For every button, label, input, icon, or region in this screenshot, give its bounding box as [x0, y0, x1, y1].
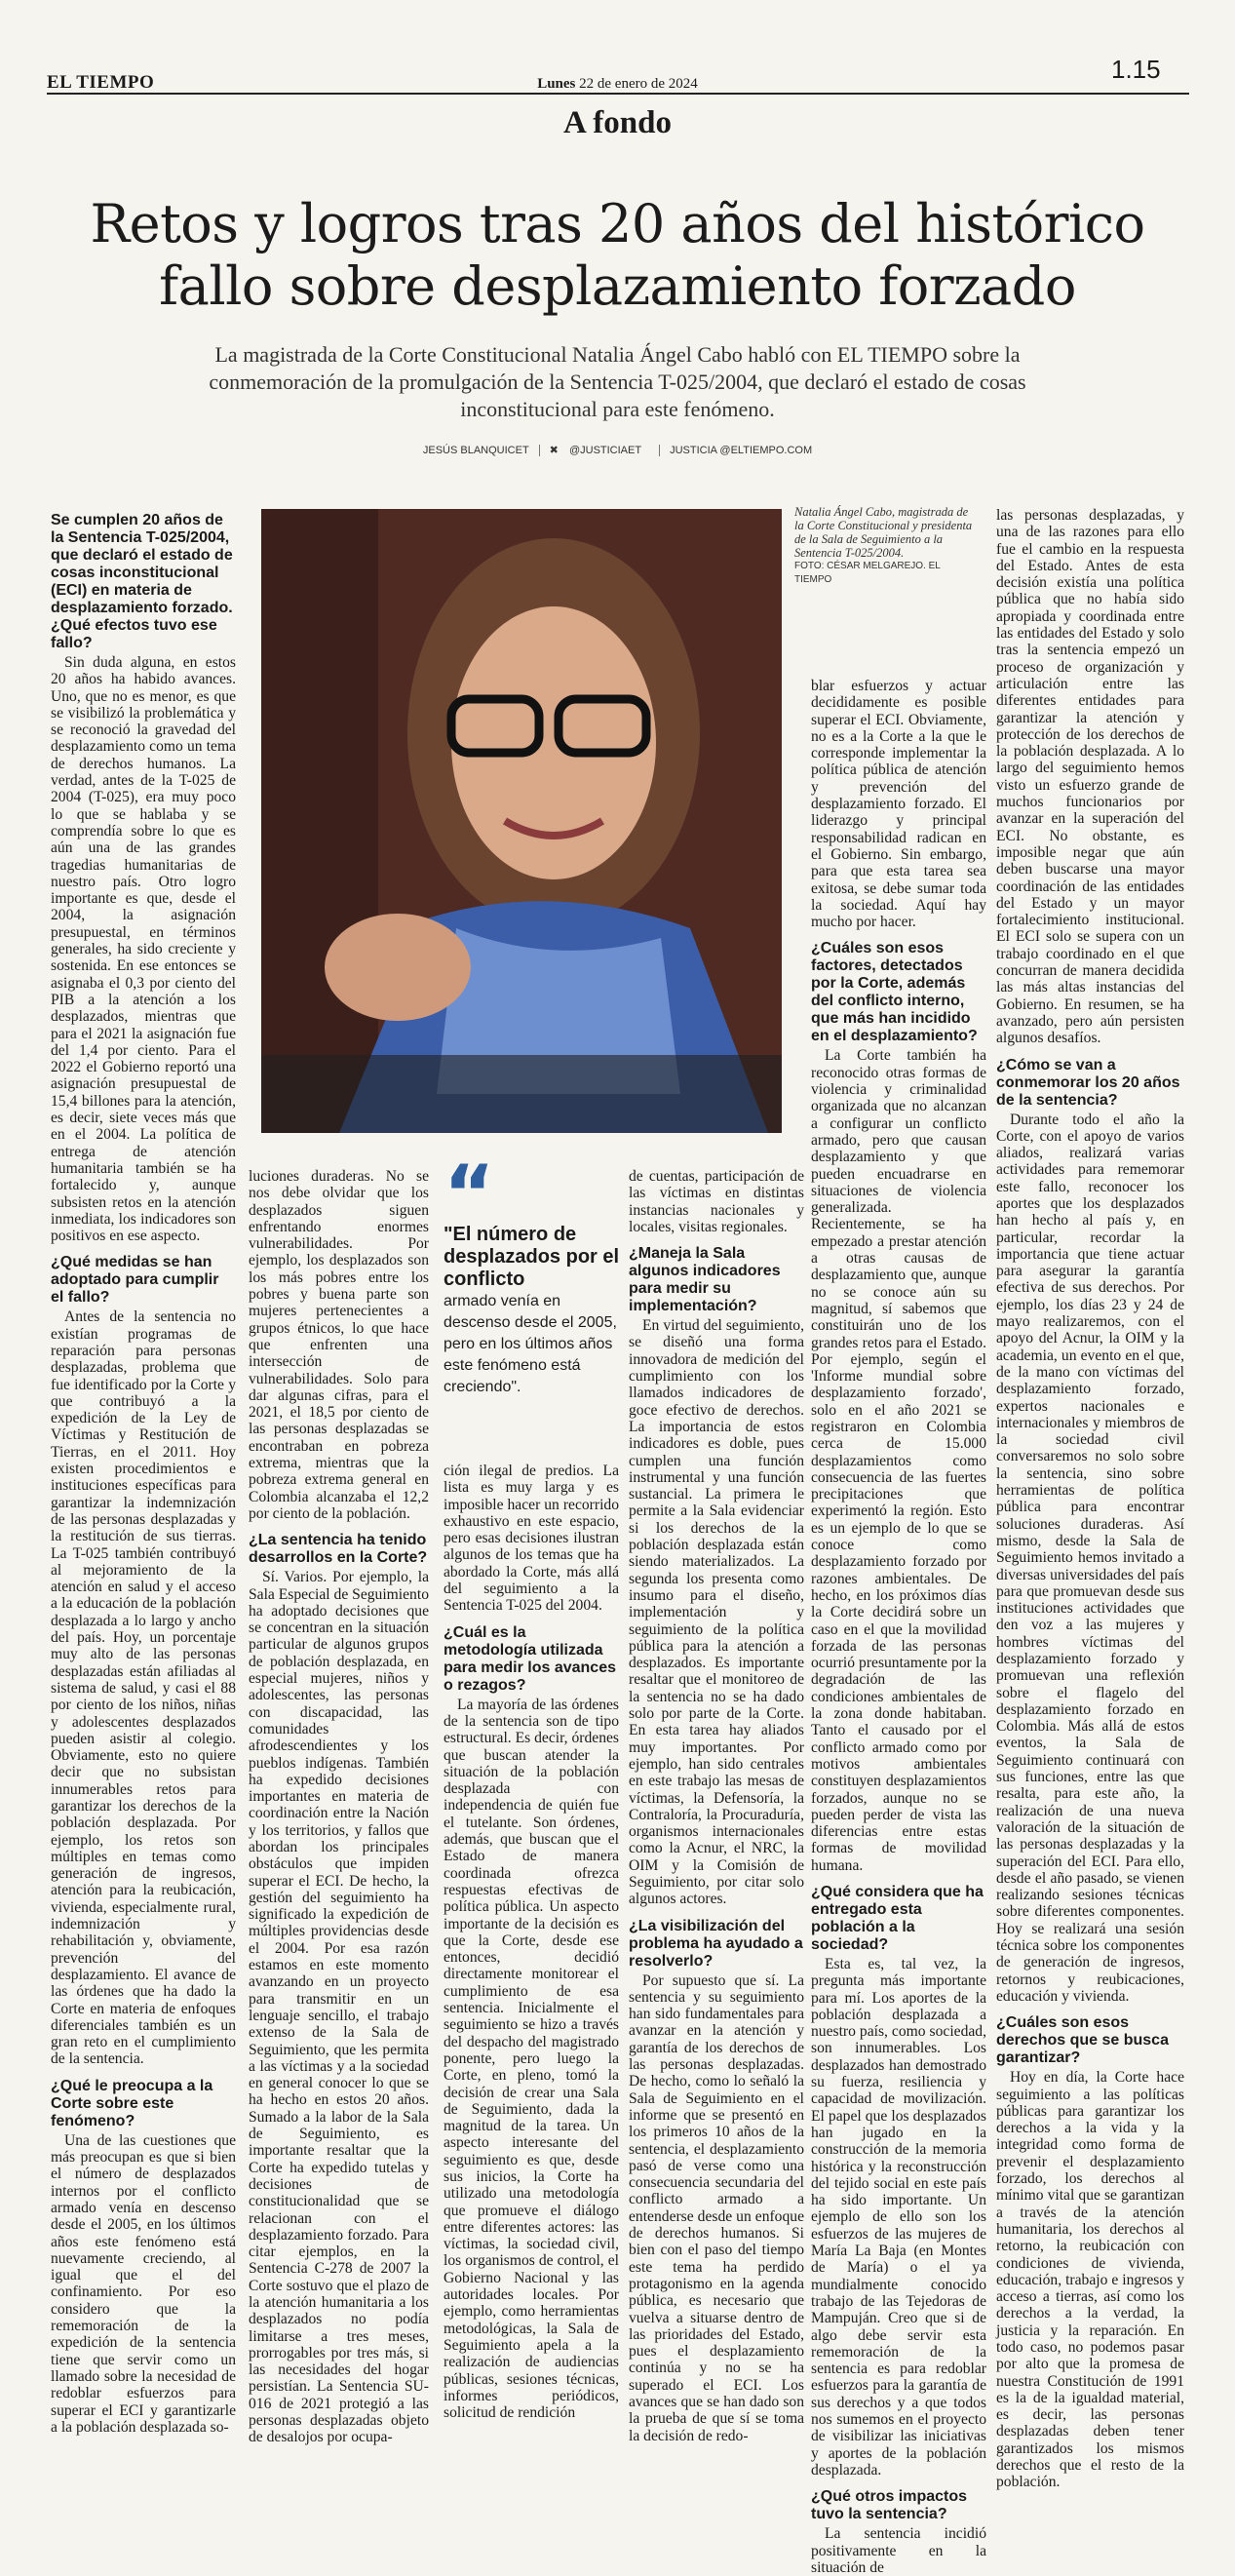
answer-paragraph: luciones duraderas. No se nos debe olvidar que los desplazados siguen enfrentando enormes vulnerabilidades. Por ejemplo, los desplazados son los más pobres entre los pobres y buena parte son mujeres pertenecientes a grupos étnicos, lo que hace que enfrenten una intersección de vulnerabilidades. Solo para dar algunas cifras, para el 2021, el 18,5 por ciento de las personas desplazadas se encontraban en pobreza extrema, mientras que la pobreza extrema general en Colombia alcanzaba el 12,2 por ciento de la población. [249, 1168, 429, 1522]
byline-email: JUSTICIA @ELTIEMPO.COM [670, 445, 813, 456]
question-heading: ¿Maneja la Sala algunos indicadores para medir su implementación? [629, 1245, 781, 1315]
top-rule [47, 93, 1189, 95]
question-heading: ¿Cuáles son esos factores, detectados por la Corte, además del conflicto interno, que más han incidido en el desplazamiento? [811, 940, 978, 1045]
answer-paragraph: las personas desplazadas, y una de las razones para ello fue el cambio en la respuesta del Estado. Antes de esta decisión existía una política pública que no había sido apropiada y coordinada entre las entidades del Estado y solo tras la sentencia empezó un proceso de organización y articulación entre las diferentes entidades para garantizar la atención y protección de los derechos de la población desplazada. A lo largo del seguimiento hemos visto un esfuerzo grande de muchos funcionarios por avanzar en la superación del ECI. No obstante, es imposible negar que aún deben buscarse una mayor coordinación de las entidades del Estado y un mayor fortalecimiento institucional. El ECI solo se supera con un trabajo coordinado en el que concurran de manera decidida las más altas instancias del Gobierno. En resumen, se ha avanzado, pero aún persisten algunos desafíos. [996, 507, 1184, 1047]
question-heading: ¿Cuáles son esos derechos que se busca garantizar? [996, 2014, 1169, 2067]
photo-caption [794, 505, 980, 587]
byline-handle-text: @JUSTICIAET [568, 445, 642, 456]
byline-author: JESÚS BLANQUICET [422, 445, 529, 456]
answer-paragraph: Hoy en día, la Corte hace seguimiento a las políticas públicas para garantizar los derechos a la vida y la integridad como forma de prevenir el desplazamiento forzado, los derechos al mínimo vital que se garantizan a través de la atención humanitaria, los derechos al retorno, la reubicación con condiciones de vivienda, educación, trabajo e ingresos y acceso a tierras, así como los derechos a la verdad, la justicia y la reparación. En todo caso, no podemos pasar por alto que la promesa de nuestra Constitución de 1991 es la de la igualdad material, es decir, las personas desplazadas deben tener garantizados los mismos derechos que el resto de la población. [996, 2069, 1184, 2491]
answer-paragraph: Esta es, tal vez, la pregunta más importante para mí. Los aportes de la población desplazada a nuestro país, como sociedad, son innumerables. Los desplazados han demostrado su fuerza, resiliencia y capacidad de movilización. El papel que los desplazados han jugado en la construcción de la memoria histórica y la reconstrucción del tejido social en este país ha sido importante. Un ejemplo de ello son los esfuerzos de las mujeres de María La Baja (en Montes de María) o el ya mundialmente conocido trabajo de las Tejedoras de Mampuján. Creo que si de algo debe servir esta rememoración de la sentencia es para redoblar esfuerzos para la garantía de sus derechos y a que todos nos sumemos en el proyecto de visibilizar las iniciativas y aportes de la población desplazada. [811, 1956, 986, 2478]
column-1 [51, 512, 236, 2436]
answer-paragraph: Sí. Varios. Por ejemplo, la Sala Especial de Seguimiento ha adoptado decisiones que se concentran en la situación particular de algunos grupos de población desplazada, en especial mujeres, niños y adolescentes, las personas con discapacidad, las comunidades afrodescendientes y los pueblos indígenas. También ha expedido decisiones importantes en materia de coordinación entre la Nación y los territorios, y fallos que abordan los principales obstáculos que impiden superar el ECI. De hecho, la gestión del seguimiento ha significado la expedición de múltiples providencias desde el 2004. Por esa razón estamos en este momento avanzando en un proyecto para transmitir en un lenguaje sencillo, el trabajo extenso de la Sala de Seguimiento, que les permita a las víctimas y a la sociedad en general conocer lo que se ha hecho en estos 20 años. Sumado a la labor de la Sala de Seguimiento, es importante resaltar que la Corte ha expedido tutelas y decisiones de constitucionalidad que se relacionan con el desplazamiento forzado. Para citar ejemplos, en la Sentencia C-278 de 2007 la Corte sostuvo que el plazo de la atención humanitaria a los desplazados no podía limitarse a tres meses, prorrogables por tres más, si las necesidades del hogar persistían. La Sentencia SU-016 de 2021 protegió a las personas desplazadas objeto de desalojos por ocupa- [249, 1569, 429, 2446]
quote-text: armado venía en descenso desde el 2005, pero en los últimos años este fenómeno está creciendo". [444, 1293, 617, 1395]
byline-separator [539, 445, 540, 456]
answer-paragraph: ción ilegal de predios. La lista es muy larga y es imposible hacer un recorrido exhaustivo en este espacio, pero esas decisiones ilustran algunos de los temas que ha abordado la Corte, más allá del seguimiento a la Sentencia T-025 del 2004. [444, 1463, 619, 1615]
byline [0, 444, 1235, 456]
byline-separator [659, 445, 660, 456]
answer-paragraph: En virtud del seguimiento, se diseñó una forma innovadora de medición del cumplimiento con los llamados indicadores de goce efectivo de derechos. La importancia de estos indicadores es doble, pues cumplen una función instrumental y una función sustancial. La primera le permite a la Sala evidenciar si los derechos de la población desplazada están siendo materializados. La segunda los presenta como insumo para el diseño, implementación y seguimiento de la política pública para la atención a desplazados. Es importante resaltar que el monitoreo de la sentencia no se ha dado solo por parte de la Corte. En esta tarea hay aliados muy importantes. Por ejemplo, han sido centrales en este trabajo las mesas de víctimas, la Defensoría, la Contraloría, la Procuraduría, organismos internacionales como la Acnur, el NRC, la OIM y la Comisión de Seguimiento, por citar solo algunos actores. [629, 1317, 804, 1908]
portrait-photo [261, 509, 782, 1133]
date-day: Lunes [537, 76, 576, 92]
caption-text: Natalia Ángel Cabo, magistrada de la Corte Constitucional y presidenta de la Sala de Seguimiento a la Sentencia T-025/2004. [794, 505, 973, 560]
portrait-photo-icon [261, 509, 782, 1133]
answer-paragraph: blar esfuerzos y actuar decididamente es posible superar el ECI. Obviamente, no es a la Corte a la que le corresponde implementar la política pública de atención y prevención del desplazamiento forzado. El liderazgo y principal responsabilidad radican en el Gobierno. Sin embargo, para que esta tarea sea exitosa, se debe sumar toda la sociedad. Aquí hay mucho por hacer. [811, 678, 986, 931]
deck: La magistrada de la Corte Constitucional Natalia Ángel Cabo habló con EL TIEMPO sobre la conmemoración de la promulgación de la Sentencia T-025/2004, que declaró el estado de cosas inconstitucional para este fenómeno. [209, 342, 1026, 421]
quote-bold-text: "El número de desplazados por el conflicto [444, 1224, 620, 1290]
answer-paragraph: Una de las cuestiones que más preocupan es que si bien el número de desplazados internos por el conflicto armado venía en descenso desde el 2005, en los últimos años este fenómeno está nuevamente creciendo, al igual que el del confinamiento. Por eso considero que la rememoración de la expedición de la sentencia tiene que servir como un llamado sobre la necesidad de redoblar esfuerzos para superar el ECI y garantizarle a la población desplazada so- [51, 2131, 236, 2436]
headline-line-1: Retos y logros tras 20 años del histórico [90, 193, 1145, 254]
answer-paragraph: Sin duda alguna, en estos 20 años ha habido avances. Uno, que no es menor, es que se visibilizó la problemática y se reconoció la gravedad del desplazamiento como un tema de derechos humanos. La verdad, antes de la T-025 de 2004 (T-025), era muy poco lo que se hablaba y se comprendía sobre lo que es aún una de las grandes tragedias humanitarias de nuestro país. Otro logro importante es que, desde el 2004, la asignación presupuestal, en términos generales, ha sido creciente y sostenida. En ese entonces se asignaba el 0,3 por ciento del PIB a la atención a los desplazados, mientras que para el 2021 la asignación fue del 1,4 por ciento. Para el 2022 el Gobierno reportó una asignación presupuestal de 15,4 billones para la atención, es decir, siete veces más que en el 2004. La política de entrega de atención humanitaria también se ha fortalecido y, aunque subsisten retos en la atención inmediata, los indicadores son positivos en ese aspecto. [51, 654, 236, 1245]
column-6 [996, 507, 1184, 2491]
question-heading: ¿La visibilización del problema ha ayudado a resolverlo? [629, 1917, 803, 1970]
issue-date [0, 76, 1235, 93]
question-heading: ¿La sentencia ha tenido desarrollos en la Corte? [249, 1532, 428, 1567]
byline-handle: ✖ @JUSTICIAET [542, 444, 657, 456]
column-4 [629, 1168, 804, 2444]
column-5 [811, 678, 986, 2576]
answer-paragraph: Durante todo el año la Corte, con el apoyo de varios aliados, realizará varias actividades para rememorar este fallo, reconocer los aportes que los desplazados han hecho al país y, en particular, recordar la importancia que tiene actuar para asegurar la garantía efectiva de sus derechos. Por ejemplo, los días 23 y 24 de mayo realizaremos, con el apoyo del Acnur, la OIM y la academia, un evento en el que, de la mano con víctimas del desplazamiento forzado, expertos nacionales e internacionales y miembros de la sociedad civil conversaremos no solo sobre la sentencia, sino sobre herramientas de política pública para encontrar soluciones duraderas. Así mismo, desde la Sala de Seguimiento hemos invitado a diversas universidades del país para que promuevan desde sus instituciones actividades que den voz a las mujeres y hombres víctimas del desplazamiento forzado y promuevan una reflexión sobre el flagelo del desplazamiento forzado en Colombia. Más allá de estos eventos, la Sala de Seguimiento continuará con sus funciones, entre las que resalta, para este año, la realización de una nueva valoración de la situación de las personas desplazadas y la superación del ECI. Para ello, desde el año pasado, se vienen realizando sesiones técnicas sobre diferentes componentes. Hoy se realizará una sesión técnica sobre los componentes de generación de ingresos, retornos y reubicaciones, educación y vivienda. [996, 1111, 1184, 2005]
answer-paragraph: La mayoría de las órdenes de la sentencia son de tipo estructural. Es decir, órdenes que buscan atender la situación de la población desplazada con independencia de quién fue el tutelante. Son órdenes, además, que buscan que el Estado de manera coordinada ofrezca respuestas efectivas de política pública. Un aspecto importante de la decisión es que la Corte, desde ese entonces, decidió directamente monitorear el cumplimiento de esa sentencia. Inicialmente el seguimiento se hizo a través del despacho del magistrado ponente, pero luego la Corte, en pleno, tomó la decisión de crear una Sala de Seguimiento, dada la magnitud de la tarea. Un aspecto interesante del seguimiento es que, desde sus inicios, la Corte ha utilizado una metodología que promueve el diálogo entre diferentes actores: las víctimas, la sociedad civil, los organismos de control, el Gobierno Nacional y las autoridades locales. Por ejemplo, como herramientas metodológicas, la Sala de Seguimiento apela a la realización de audiencias públicas, sesiones técnicas, informes periódicos, solicitud de rendición [444, 1696, 619, 2422]
question-heading: ¿Qué considera que ha entregado esta población a la sociedad? [811, 1884, 984, 1953]
headline [39, 193, 1196, 318]
answer-paragraph: La Corte también ha reconocido otras formas de violencia y criminalidad organizada que no alcanzan a configurar un conflicto armado, pero que causan desplazamiento y que pueden encuadrarse en situaciones de violencia generalizada. Recientemente, se ha empezado a prestar atención a otras causas de desplazamiento que, aunque no se conoce aún su magnitud, sí sabemos que constituirán uno de los grandes retos para el Estado. Por ejemplo, según el 'Informe mundial sobre desplazamiento forzado', solo en el año 2021 se registraron en Colombia cerca de 15.000 desplazamientos como consecuencia de las fuertes precipitaciones que experimentó la región. Esto es un ejemplo de lo que se conoce como desplazamiento forzado por razones ambientales. De hecho, en los próximos días la Corte decidirá sobre un caso en el que la movilidad forzada de las personas ocurrió presuntamente por la degradación de las condiciones ambientales de la zona donde habitaban. Tanto el causado por el conflicto armado como por motivos ambientales constituyen desplazamientos forzados, aunque no se pueden perder de vista las diferencias entre estas formas de movilidad humana. [811, 1047, 986, 1874]
question-heading: ¿Qué medidas se han adoptado para cumplir el fallo? [51, 1254, 219, 1307]
date-rest: 22 de enero de 2024 [579, 76, 698, 92]
question-heading: ¿Qué le preocupa a la Corte sobre este fenómeno? [51, 2077, 213, 2129]
photo-credit: FOTO: CÉSAR MELGAREJO. EL TIEMPO [794, 561, 941, 585]
question-heading: Se cumplen 20 años de la Sentencia T-025/2004, que declaró el estado de cosas inconstitucional (ECI) en materia de desplazamiento forzado. ¿Qué efectos tuvo ese fallo? [51, 512, 233, 651]
answer-paragraph: Antes de la sentencia no existían programas de reparación para personas desplazadas, problema que fue identificado por la Corte y que contribuyó a la expedición de la Ley de Víctimas y Restitución de Tierras, en el 2011. Hoy existen procedimientos e instituciones específicas para garantizar la indemnización de las personas desplazadas y la restitución de sus tierras. La T-025 también contribuyó al mejoramiento de la atención en salud y el acceso a la educación de la población desplazada a lo largo y ancho del país. Hoy, un porcentaje muy alto de las personas desplazadas están afiliadas al sistema de salud, y casi el 88 por ciento de los niños, niñas y adolescentes desplazados pueden asistir al colegio. Obviamente, esto no quiere decir que no subsistan innumerables retos para garantizar los derechos de la población desplazada. Por ejemplo, los retos son múltiples en temas como generación de ingresos, atención para la reubicación, vivienda, especialmente rural, indemnización y rehabilitación y, obviamente, prevención del desplazamiento. El avance de las órdenes que ha dado la Corte en materia de enfoques diferenciales también es un gran reto en el cumplimiento de la sentencia. [51, 1308, 236, 2068]
section-title: A fondo [563, 105, 672, 140]
quote-mark-icon: “ [444, 1149, 495, 1239]
answer-paragraph: de cuentas, participación de las víctimas en distintas instancias nacionales y locales, visitas regionales. [629, 1168, 804, 1235]
page-number: 1.15 [1111, 55, 1161, 84]
column-2 [249, 1168, 429, 2446]
column-3 [444, 1463, 619, 2422]
pull-quote [444, 1149, 629, 1398]
answer-paragraph: La sentencia incidió positivamente en la situación de [811, 2525, 986, 2576]
question-heading: ¿Qué otros impactos tuvo la sentencia? [811, 2488, 968, 2523]
answer-paragraph: Por supuesto que sí. La sentencia y su seguimiento han sido fundamentales para avanzar en la atención y garantía de los derechos de las personas desplazadas. De hecho, como lo señaló la Sala de Seguimiento en el informe que se presentó en los primeros 10 años de la sentencia, el desplazamiento pasó de verse como una consecuencia secundaria del conflicto armado a entenderse desde un enfoque de derechos humanos. Si bien con el paso del tiempo este tema ha perdido protagonismo en la agenda pública, es necesario que vuelva a situarse dentro de las prioridades del Estado, pues el desplazamiento continúa y no se ha superado el ECI. Los avances que se han dado son la prueba de que sí se toma la decisión de redo- [629, 1971, 804, 2444]
headline-line-2: fallo sobre desplazamiento forzado [159, 255, 1076, 317]
masthead-logo: EL TIEMPO [47, 72, 155, 93]
question-heading: ¿Cómo se van a conmemorar los 20 años de la sentencia? [996, 1056, 1180, 1109]
question-heading: ¿Cuál es la metodología utilizada para medir los avances o rezagos? [444, 1623, 616, 1694]
